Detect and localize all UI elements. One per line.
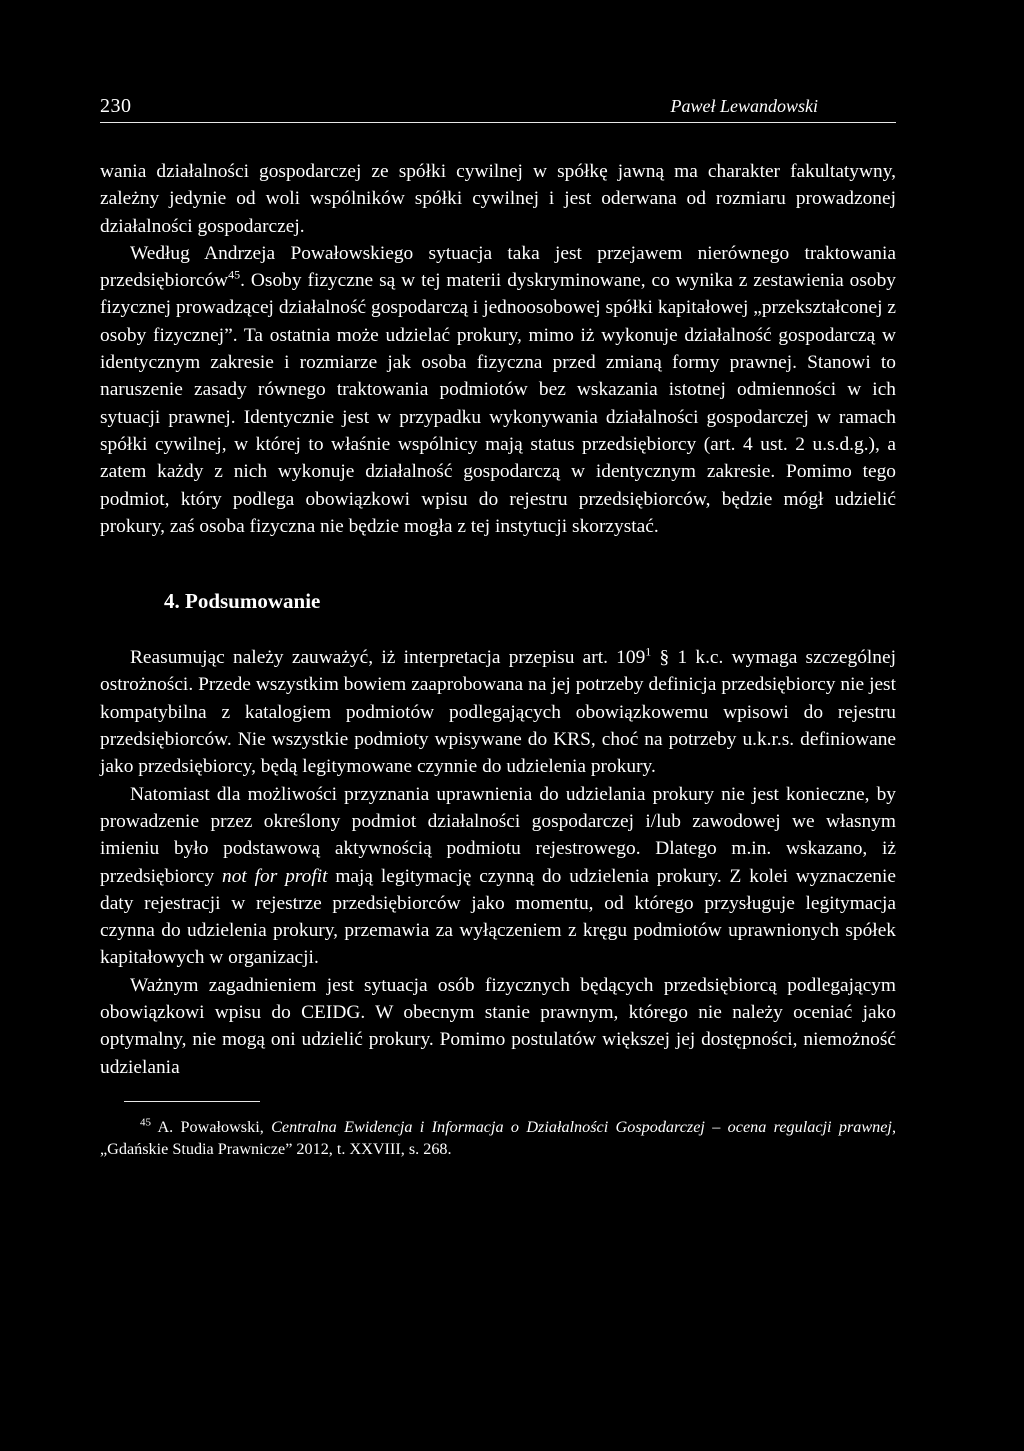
paragraph-text: Według Andrzeja Powałowskiego sytuacja taka jest przejawem nierównego traktowania przedsiębiorców bbox=[100, 242, 896, 292]
section-number: 4. bbox=[164, 589, 180, 614]
paragraph-text: wania działalności gospodarczej ze spółki cywilnej w spółkę jawną ma charakter fakultatywny, zależny jedynie od woli wspólników spółki cywilnej i jest oderwana od rozmiaru prowadzonej działalności gospodarczej. bbox=[100, 161, 896, 237]
paragraph-text: Ważnym zagadnieniem jest sytuacja osób fizycznych będących przedsiębiorcą podlegającym obowiązkowi wpisu do CEIDG. W obecnym stanie prawnym, którego nie należy oceniać jako optymalny, nie mogą oni udzielić prokury. Pomimo postulatów większej jej dostępności, niemożność udzielania bbox=[100, 974, 896, 1078]
paragraph-text: § 1 k.c. wymaga szczególnej ostrożności. Przede wszystkim bowiem zaaprobowana na jej potrzeby definicja przedsiębiorcy nie jest kompatybilna z katalogiem podmiotów podlegających obowiązkowemu wpisowi do rejestru przedsiębiorców. Nie wszystkie podmioty wpisywane do KRS, choć na potrzeby u.k.r.s. definiowane jako przedsiębiorcy, będą legitymowane czynnie do udzielenia prokury. bbox=[100, 647, 896, 778]
document-page bbox=[100, 95, 896, 1176]
footnote-reference[interactable]: 45 bbox=[228, 267, 241, 282]
footnote-source: , „Gdańskie Studia Prawnicze” 2012, t. XXVIII, s. 268. bbox=[100, 1117, 896, 1158]
page-header bbox=[100, 95, 896, 123]
body-text bbox=[100, 158, 896, 1081]
paragraph-text: . Osoby fizyczne są w tej materii dyskryminowane, co wynika z zestawienia osoby fizycznej prowadzącej działalność gospodarczą i jednoosobowej spółki kapitałowej „przekształconej z osoby fizycznej”. Ta ostatnia może udzielać prokury, mimo iż wykonuje działalność gospodarczą w identycznym zakresie i rozmiarze jak osoba fizyczna przed zmianą formy prawnej. Stanowi to naruszenie zasady równego traktowania podmiotów bez wskazania istotnej odmienności w ich sytuacji prawnej. Identycznie jest w przypadku wykonywania działalności gospodarczej w ramach spółki cywilnej, w której to właśnie wspólnicy mają status przedsiębiorcy (art. 4 ust. 2 u.s.d.g.), a zatem każdy z nich wykonuje działalność gospodarczą w identycznym zakresie. Pomimo tego podmiot, który podlega obowiązkowi wpisu do rejestru przedsiębiorców, będzie mógł udzielić prokury, zaś osoba fizyczna nie będzie mogła z tej instytucji skorzystać. bbox=[100, 270, 896, 537]
italic-phrase: not for profit bbox=[222, 865, 328, 887]
paragraph-continued bbox=[100, 158, 896, 240]
paragraph-not-for-profit bbox=[100, 781, 896, 972]
footnote-title: Centralna Ewidencja i Informacja o Działalności Gospodarczej – ocena regulacji prawnej bbox=[271, 1117, 892, 1136]
footnote-divider bbox=[124, 1101, 260, 1102]
footnote bbox=[100, 1116, 896, 1160]
paragraph-summary bbox=[100, 644, 896, 780]
section-title: Podsumowanie bbox=[185, 589, 321, 614]
footnote-number: 45 bbox=[140, 1116, 151, 1129]
paragraph-ceidg bbox=[100, 972, 896, 1081]
paragraph-text: Reasumując należy zauważyć, iż interpretacja przepisu art. 109 bbox=[130, 647, 646, 669]
running-head-author: Paweł Lewandowski bbox=[670, 96, 818, 116]
section-heading bbox=[100, 586, 896, 616]
paragraph-text: Natomiast dla możliwości przyznania uprawnienia do udzielania prokury nie jest konieczne, by prowadzenie przez określony podmiot działalności gospodarczej i/lub zawodowej we własnym imieniu było podstawową aktywnością podmiotu rejestrowego. Dlatego m.in. wskazano, iż przedsiębiorcy bbox=[100, 783, 896, 887]
footnote-author: A. Powałowski, bbox=[151, 1117, 272, 1136]
article-superscript: 1 bbox=[645, 644, 652, 659]
paragraph-powalowski bbox=[100, 240, 896, 540]
page-number: 230 bbox=[100, 95, 132, 117]
paragraph-text: mają legitymację czynną do udzielenia prokury. Z kolei wyznaczenie daty rejestracji w rejestrze przedsiębiorców jako momentu, od którego przysługuje legitymacja czynna do udzielenia prokury, przemawia za wyłączeniem z kręgu podmiotów uprawnionych spółek kapitałowych w organizacji. bbox=[100, 865, 896, 969]
